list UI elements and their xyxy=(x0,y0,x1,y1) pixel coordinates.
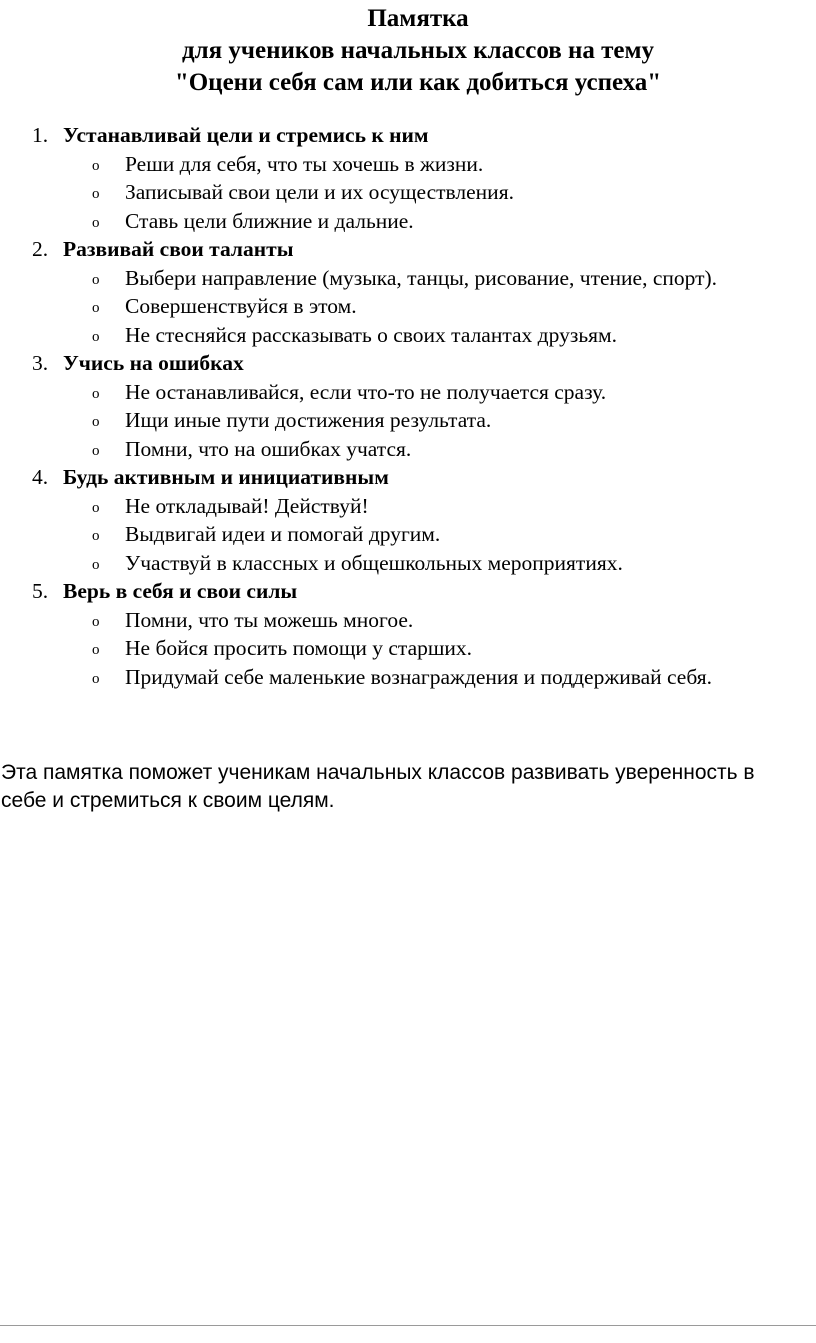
list-item xyxy=(0,178,816,207)
list-item-text: Не стесняйся рассказывать о своих талантах друзьям. xyxy=(125,322,617,347)
list-item xyxy=(0,264,816,293)
section-heading xyxy=(0,235,816,264)
bullet-icon: o xyxy=(92,528,100,544)
section-number: 1. xyxy=(32,123,49,147)
section-title: Развивай свои таланты xyxy=(63,237,294,261)
sections-list xyxy=(0,121,816,691)
list-item xyxy=(0,606,816,635)
title-line-1: Памятка xyxy=(367,5,469,32)
section-number: 5. xyxy=(32,579,49,603)
section-number: 4. xyxy=(32,465,49,489)
section-3 xyxy=(0,349,816,463)
bullet-icon: o xyxy=(92,385,100,402)
list-item-text: Помни, что ты можешь многое. xyxy=(125,607,414,632)
list-item-text: Помни, что на ошибках учатся. xyxy=(125,436,412,461)
bullet-icon: o xyxy=(92,613,100,630)
conclusion-line-1: Эта памятка поможет ученикам начальных классов развивать уверенность в xyxy=(1,761,755,784)
bullet-icon: o xyxy=(92,186,100,202)
section-number: 3. xyxy=(32,351,49,375)
conclusion-paragraph xyxy=(1,759,813,815)
list-item xyxy=(0,292,816,321)
section-title: Учись на ошибках xyxy=(63,351,244,375)
list-item-text: Придумай себе маленькие вознаграждения и поддерживай себя. xyxy=(125,664,713,689)
bullet-icon: o xyxy=(92,328,100,345)
bullet-icon: o xyxy=(92,157,100,174)
list-item xyxy=(0,634,816,663)
title-line-2: для учеников начальных классов на тему xyxy=(181,37,655,64)
section-title: Будь активным и инициативным xyxy=(63,465,389,489)
list-item-text: Выбери направление (музыка, танцы, рисование, чтение, спорт). xyxy=(125,265,718,290)
list-item-text: Совершенствуйся в этом. xyxy=(125,294,357,318)
bullet-icon: o xyxy=(92,442,100,459)
list-item-text: Не останавливайся, если что-то не получается сразу. xyxy=(125,379,607,404)
bullet-icon: o xyxy=(92,271,100,288)
list-item xyxy=(0,492,816,521)
list-item-text: Ставь цели ближние и дальние. xyxy=(125,208,414,233)
bullet-icon: o xyxy=(92,556,100,573)
bullet-icon: o xyxy=(92,214,100,231)
section-heading xyxy=(0,349,816,378)
list-item xyxy=(0,520,816,549)
conclusion-line-2: себе и стремиться к своим целям. xyxy=(1,789,335,812)
document-title xyxy=(0,3,816,99)
list-item xyxy=(0,207,816,236)
bullet-icon: o xyxy=(92,414,100,430)
bullet-icon: o xyxy=(92,670,100,687)
list-item xyxy=(0,435,816,464)
list-item-text: Реши для себя, что ты хочешь в жизни. xyxy=(125,151,484,176)
section-5 xyxy=(0,577,816,691)
page-bottom-divider xyxy=(0,1325,816,1326)
section-heading xyxy=(0,577,816,606)
list-item xyxy=(0,549,816,578)
list-item-text: Ищи иные пути достижения результата. xyxy=(125,408,492,432)
section-heading xyxy=(0,121,816,150)
list-item xyxy=(0,321,816,350)
section-title: Верь в себя и свои силы xyxy=(63,579,298,603)
list-item-text: Записывай свои цели и их осуществления. xyxy=(125,180,514,204)
section-number: 2. xyxy=(32,237,49,261)
section-1 xyxy=(0,121,816,235)
list-item xyxy=(0,663,816,692)
list-item-text: Выдвигай идеи и помогай другим. xyxy=(125,522,441,546)
list-item xyxy=(0,406,816,435)
section-title: Устанавливай цели и стремись к ним xyxy=(63,123,429,147)
bullet-icon: o xyxy=(92,642,100,658)
title-line-3: "Оцени себя сам или как добиться успеха" xyxy=(174,69,662,96)
bullet-icon: o xyxy=(92,300,100,316)
list-item-text: Не бойся просить помощи у старших. xyxy=(125,636,473,660)
section-4 xyxy=(0,463,816,577)
list-item-text: Не откладывай! Действуй! xyxy=(125,493,369,518)
list-item xyxy=(0,378,816,407)
bullet-icon: o xyxy=(92,499,100,516)
section-heading xyxy=(0,463,816,492)
list-item xyxy=(0,150,816,179)
list-item-text: Участвуй в классных и общешкольных мероприятиях. xyxy=(125,550,623,575)
section-2 xyxy=(0,235,816,349)
